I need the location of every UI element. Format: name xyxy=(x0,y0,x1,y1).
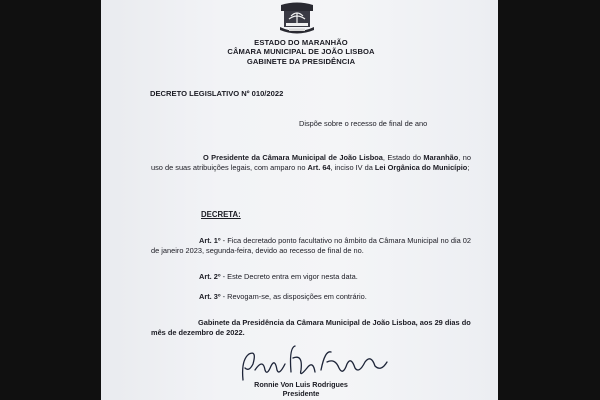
decree-document xyxy=(101,0,498,400)
chamber-name: CÂMARA MUNICIPAL DE JOÃO LISBOA xyxy=(227,47,375,57)
closing-statement: Gabinete da Presidência da Câmara Municipal de João Lisboa, aos 29 dias do mês de dezembro de 2022. xyxy=(151,318,471,337)
decree-title: DECRETO LEGISLATIVO Nº 010/2022 xyxy=(150,89,284,98)
preamble-bold-law: Lei Orgânica do Município xyxy=(374,162,468,172)
preamble-bold-state: Maranhão xyxy=(423,153,459,162)
article-text: - Revogam-se, as disposições em contrário. xyxy=(220,292,367,301)
preamble-text-2: , no uso de suas atribuições legais, com amparo no xyxy=(151,153,471,172)
article-label: Art. 3º xyxy=(199,292,221,301)
decree-preamble xyxy=(151,153,471,173)
letterhead xyxy=(201,38,401,66)
preamble-bold-article: Art. 64 xyxy=(307,162,331,172)
preamble-bold-president: O Presidente da Câmara Municipal de João Lisboa xyxy=(203,153,383,162)
article-2 xyxy=(151,272,471,282)
article-text: - Este Decreto entra em vigor nesta data. xyxy=(220,272,358,281)
preamble-text-3: , inciso IV da xyxy=(330,162,375,172)
article-3 xyxy=(151,292,471,302)
signer-role: Presidente xyxy=(282,389,320,398)
article-text: - Fica decretado ponto facultativo no âmbito da Câmara Municipal no dia 02 de janeiro 2023, segunda-feira, devido ao recesso de final de no. xyxy=(151,236,471,255)
preamble-text-4: ; xyxy=(467,162,470,172)
preamble-text-1: , Estado do xyxy=(382,153,424,162)
decreta-heading: DECRETA: xyxy=(201,210,241,219)
article-label: Art. 2º xyxy=(199,272,221,281)
decree-ementa: Dispõe sobre o recesso de final de ano xyxy=(299,119,428,128)
signer-name: Ronnie Von Luis Rodrigues xyxy=(254,380,348,389)
state-name: ESTADO DO MARANHÃO xyxy=(254,38,348,47)
article-label: Art. 1º xyxy=(199,236,221,245)
office-name: GABINETE DA PRESIDÊNCIA xyxy=(246,56,356,66)
coat-of-arms-icon xyxy=(277,1,317,37)
article-1 xyxy=(151,236,471,256)
